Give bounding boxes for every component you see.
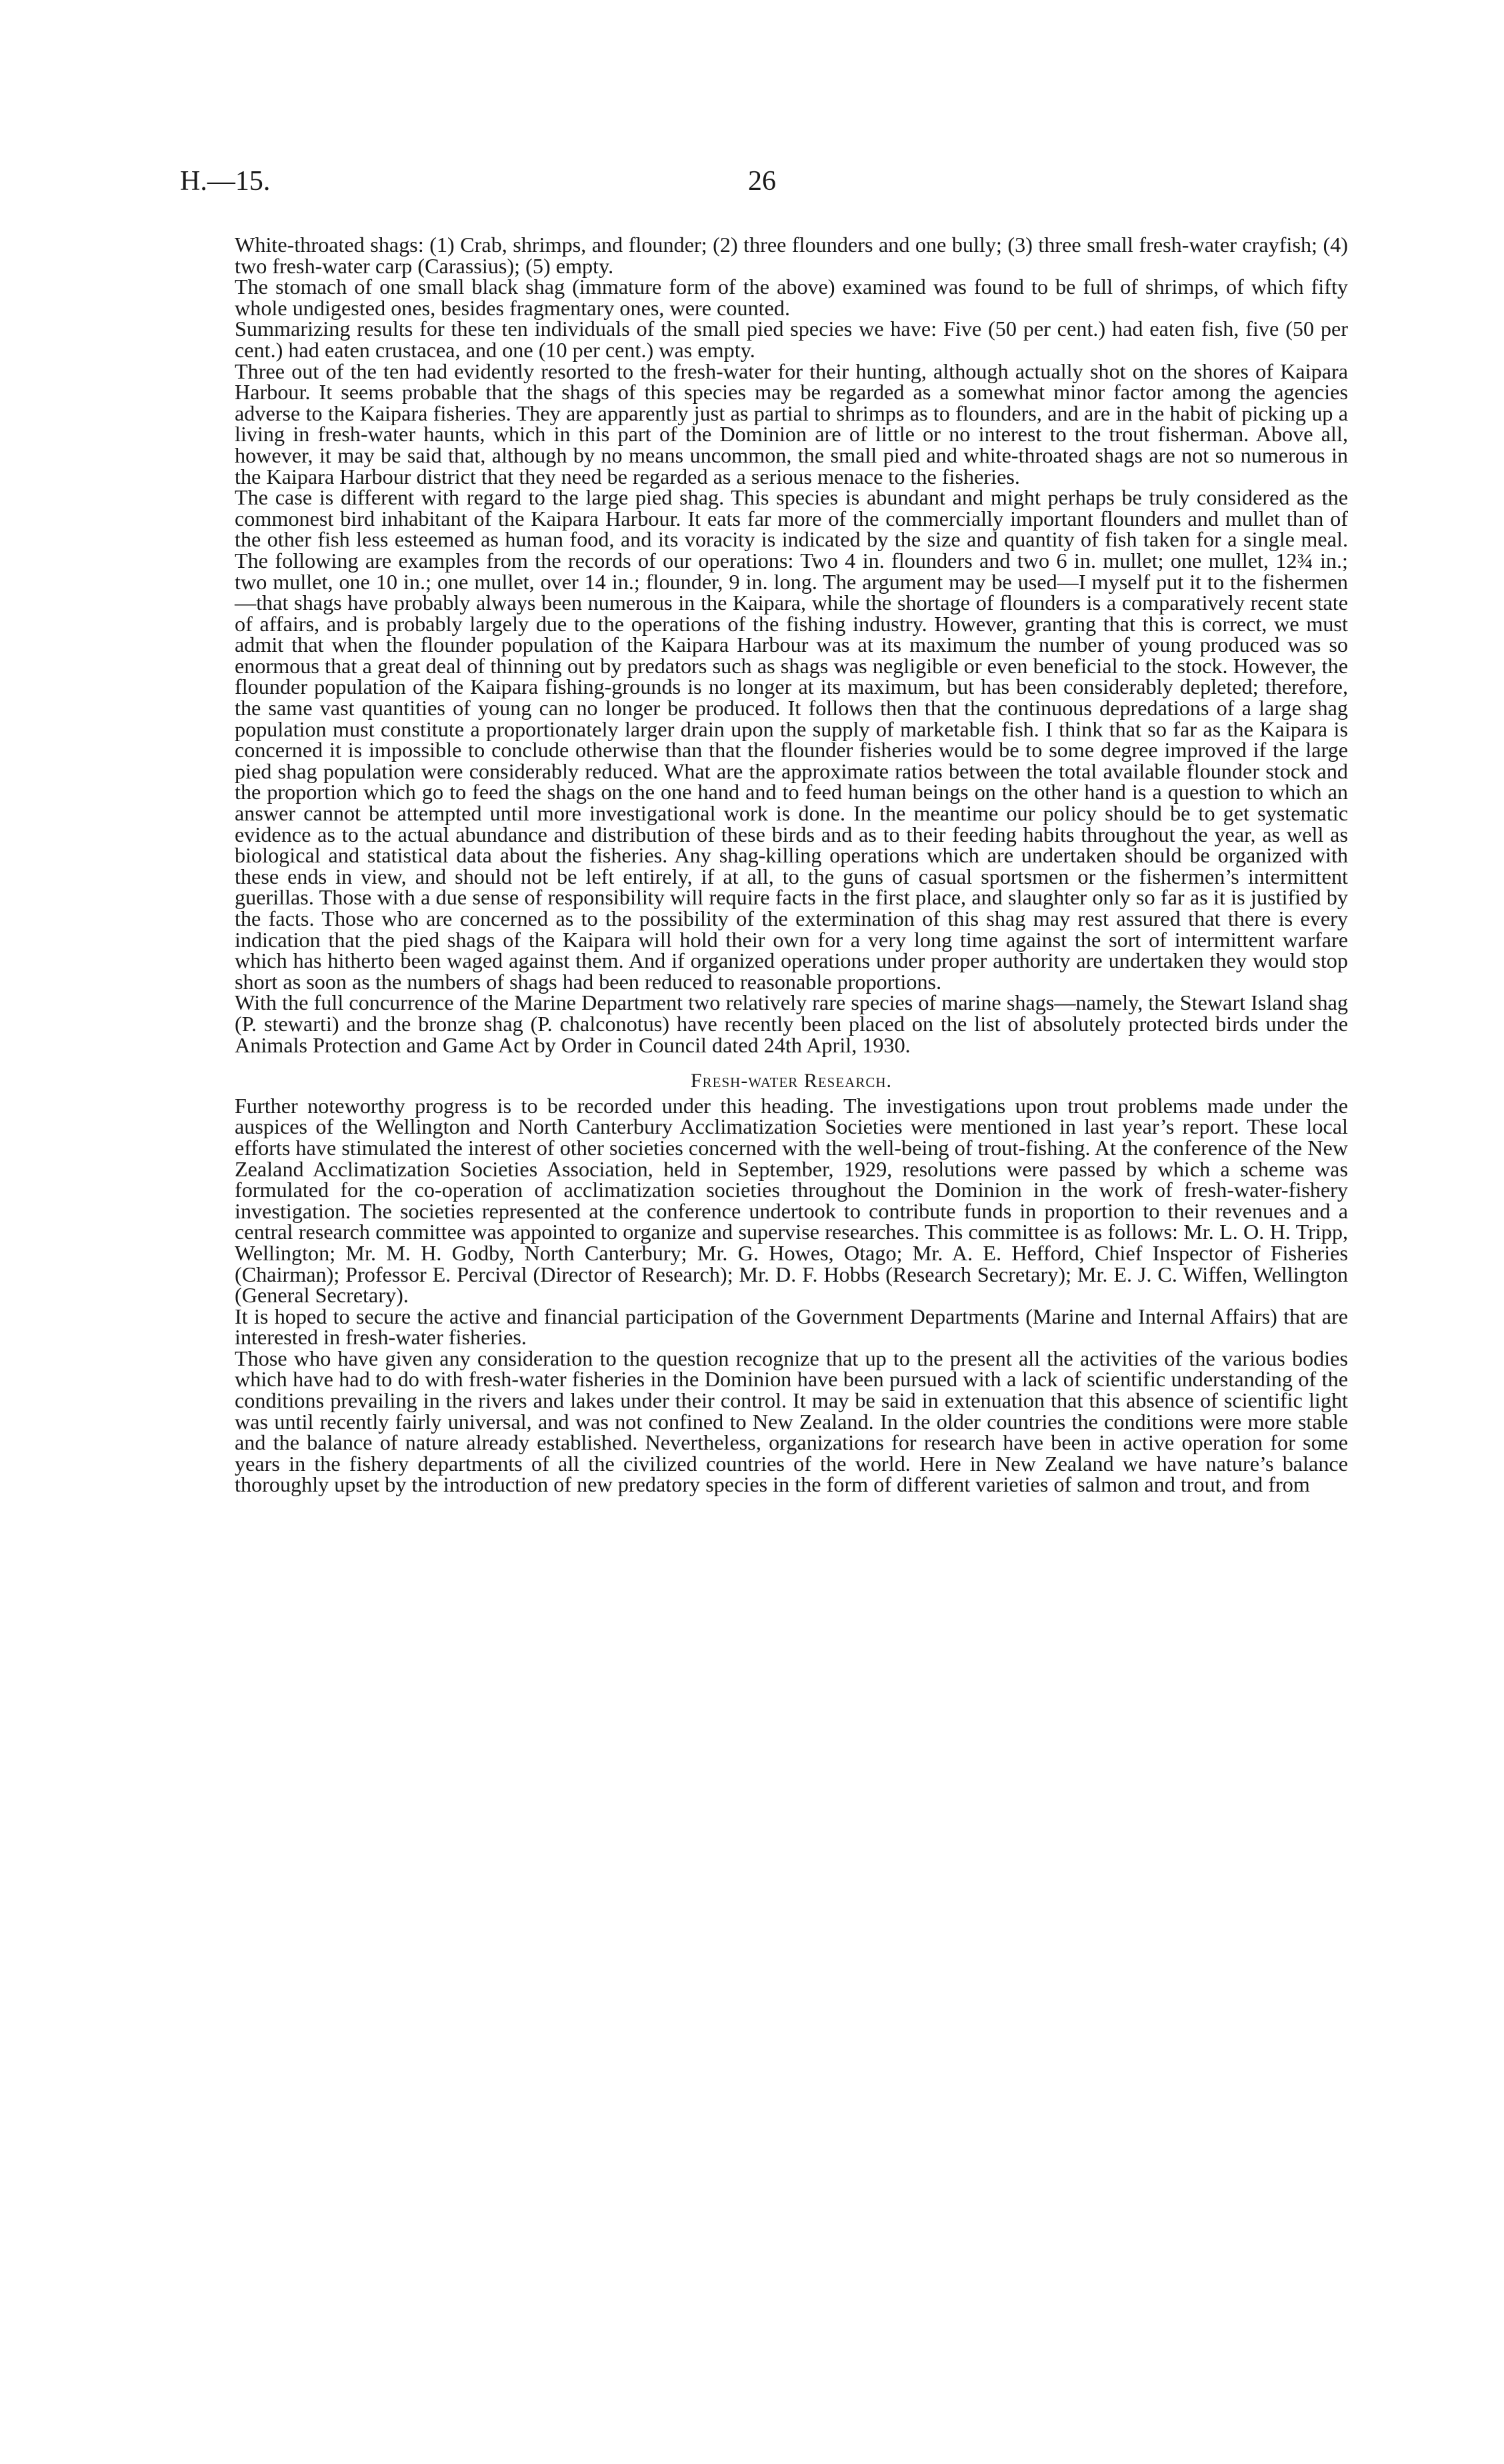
paragraph: Three out of the ten had evidently resorted to the fresh-water for their hunting, although actually shot on the shores of Kaipara Harbour. It seems probable that the shags of this species may be regarded as a somewhat minor factor among the agencies adverse to the Kaipara fisheries. They are apparently just as partial to shrimps as to flounders, and are in the habit of picking up a living in fresh-water haunts, which in this part of the Dominion are of little or no interest to the trout fisherman. Above all, however, it may be said that, although by no means uncommon, the small pied and white-throated shags are not so numerous in the Kaipara Harbour district that they need be regarded as a serious menace to the fisheries. bbox=[235, 359, 1348, 489]
document-code: H.—15. bbox=[180, 166, 271, 197]
section-heading: Fresh-water Research. bbox=[690, 1070, 893, 1092]
body-text bbox=[235, 235, 1348, 1496]
paragraph: Summarizing results for these ten individuals of the small pied species we have: Five (50 per cent.) had eaten fish, five (50 per cent.) had eaten crustacea, and one (10 per cent.) was empty. bbox=[235, 317, 1348, 362]
paragraph: White-throated shags: (1) Crab, shrimps, and flounder; (2) three flounders and one bully; (3) three small fresh-water crayfish; (4) two fresh-water carp (Carassius); (5) empty. bbox=[235, 233, 1348, 278]
paragraph: The case is different with regard to the large pied shag. This species is abundant and might perhaps be truly considered as the commonest bird inhabitant of the Kaipara Harbour. It eats far more of the commercially important flounders and mullet than of the other fish less esteemed as human food, and its voracity is indicated by the size and quantity of fish taken for a single meal. The following are examples from the records of our operations: Two 4 in. flounders and two 6 in. mullet; one mullet, 12¾ in.; two mullet, one 10 in.; one mullet, over 14 in.; flounder, 9 in. long. The argument may be used—I myself put it to the fishermen—that shags have probably always been numerous in the Kaipara, while the shortage of flounders is a comparatively recent state of affairs, and is probably largely due to the operations of the fishing industry. However, granting that this is correct, we must admit that when the flounder population of the Kaipara Harbour was at its maximum the number of young produced was so enormous that a great deal of thinning out by predators such as shags was negligible or even beneficial to the stock. However, the flounder population of the Kaipara fishing-grounds is no longer at its maximum, but has been considerably depleted; therefore, the same vast quantities of young can no longer be produced. It follows then that the continuous depredations of a large shag population must constitute a proportionately larger drain upon the supply of marketable fish. I think that so far as the Kaipara is concerned it is impossible to conclude otherwise than that the flounder fisheries would be to some degree improved if the large pied shag population were considerably reduced. What are the approximate ratios between the total available flounder stock and the proportion which go to feed the shags on the one hand and to feed human beings on the other hand is a question to which an answer cannot be attempted until more investigational work is done. In the meantime our policy should be to get systematic evidence as to the actual abundance and distribution of these birds and as to their feeding habits throughout the year, as well as biological and statistical data about the fisheries. Any shag-killing operations which are undertaken should be organized with these ends in view, and should not be left entirely, if at all, to the guns of casual sportsmen or the fishermen’s intermittent guerillas. Those with a due sense of responsibility will require facts in the first place, and slaughter only so far as it is justified by the facts. Those who are concerned as to the possibility of the extermination of this shag may rest assured that there is every indication that the pied shags of the Kaipara will hold their own for a very long time against the sort of intermittent warfare which has hitherto been waged against them. And if organized operations under proper authority are undertaken they would stop short as soon as the numbers of shags had been reduced to reasonable proportions. bbox=[235, 485, 1348, 994]
paragraph: It is hoped to secure the active and financial participation of the Government Departments (Marine and Internal Affairs) that are interested in fresh-water fisheries. bbox=[235, 1304, 1348, 1350]
page-number: 26 bbox=[748, 166, 776, 197]
paragraph: Further noteworthy progress is to be recorded under this heading. The investigations upon trout problems made under the auspices of the Wellington and North Canterbury Acclimatization Societies were mentioned in last year’s report. These local efforts have stimulated the interest of other societies concerned with the well-being of trout-fishing. At the conference of the New Zealand Acclimatization Societies Association, held in September, 1929, resolutions were passed by which a scheme was formulated for the co-operation of acclimatization societies throughout the Dominion in the work of fresh-water-fishery investigation. The societies represented at the conference undertook to contribute funds in proportion to their revenues and a central research committee was appointed to organize and supervise researches. This committee is as follows: Mr. L. O. H. Tripp, Wellington; Mr. M. H. Godby, North Canterbury; Mr. G. Howes, Otago; Mr. A. E. Hefford, Chief Inspector of Fisheries (Chairman); Professor E. Percival (Director of Research); Mr. D. F. Hobbs (Research Secretary); Mr. E. J. C. Wiffen, Wellington (General Secretary). bbox=[235, 1093, 1348, 1308]
paragraph: The stomach of one small black shag (immature form of the above) examined was found to be full of shrimps, of which fifty whole undigested ones, besides fragmentary ones, were counted. bbox=[235, 275, 1348, 320]
paragraph: Those who have given any consideration to the question recognize that up to the present all the activities of the various bodies which have had to do with fresh-water fisheries in the Dominion have been pursued with a lack of scientific understanding of the conditions prevailing in the rivers and lakes under their control. It may be said in extenuation that this absence of scientific light was until recently fairly universal, and was not confined to New Zealand. In the older countries the conditions were more stable and the balance of nature already established. Nevertheless, organizations for research have been in active operation for some years in the fishery departments of all the civilized countries of the world. Here in New Zealand we have nature’s balance thoroughly upset by the introduction of new predatory species in the form of different varieties of salmon and trout, and from bbox=[235, 1346, 1348, 1497]
page-header bbox=[180, 165, 1349, 205]
paragraph: With the full concurrence of the Marine Department two relatively rare species of marine shags—namely, the Stewart Island shag (P. stewarti) and the bronze shag (P. chalconotus) have recently been placed on the list of absolutely protected birds under the Animals Protection and Game Act by Order in Council dated 24th April, 1930. bbox=[235, 990, 1348, 1057]
